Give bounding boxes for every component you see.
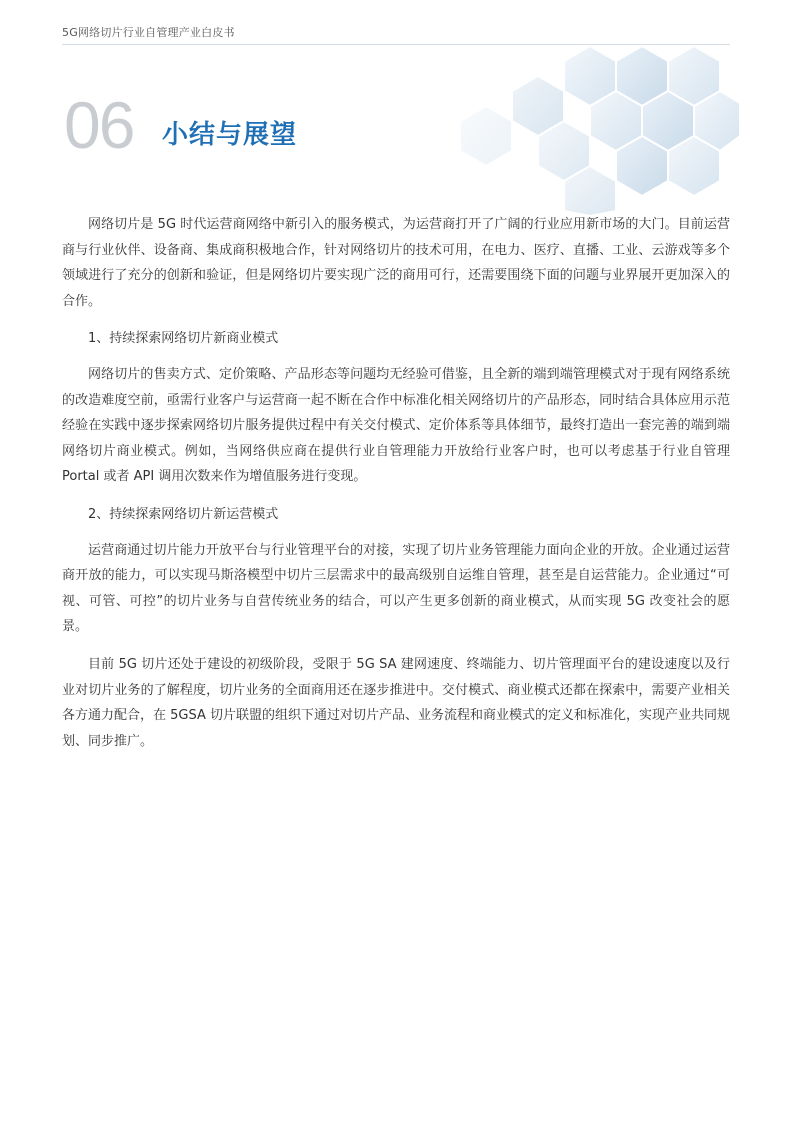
chapter-number: 06 <box>64 88 134 162</box>
section-1-heading: 1、持续探索网络切片新商业模式 <box>88 331 279 347</box>
section-1-paragraph: 网络切片的售卖方式、定价策略、产品形态等问题均无经验可借鉴，且全新的端到端管理模式对于现有网络系统的改造难度空前，亟需行业客户与运营商一起不断在合作中标准化相关网络切片的产品形态，同时结合具体应用示范经验在实践中逐步探索网络切片服务提供过程中有关交付模式、定价体系等具体细节，最终打造出一套完善的端到端网络切片商业模式。例如，当网络供应商在提供行业自管理能力开放给行业客户时，也可以考虑基于行业自管理 Portal 或者 API 调用次数来作为增值服务进行变现。 <box>62 366 730 485</box>
body-text <box>62 212 730 766</box>
header-divider <box>62 44 730 45</box>
hexagon-pattern-icon <box>440 46 740 216</box>
chapter-title: 小结与展望 <box>162 120 298 150</box>
section-2-paragraph: 运营商通过切片能力开放平台与行业管理平台的对接，实现了切片业务管理能力面向企业的开放。企业通过运营商开放的能力，可以实现马斯洛模型中切片三层需求中的最高级别自运维自管理，甚至是自运营能力。企业通过“可视、可管、可控”的切片业务与自营传统业务的结合，可以产生更多创新的商业模式，从而实现 5G 改变社会的愿景。 <box>62 542 730 635</box>
running-header-title: 5G网络切片行业自管理产业白皮书 <box>62 26 235 39</box>
closing-paragraph: 目前 5G 切片还处于建设的初级阶段，受限于 5G SA 建网速度、终端能力、切片管理面平台的建设速度以及行业对切片业务的了解程度，切片业务的全面商用还在逐步推进中。交付模式、商业模式还都在探索中，需要产业相关各方通力配合，在 5GSA 切片联盟的组织下通过对切片产品、业务流程和商业模式的定义和标准化，实现产业共同规划、同步推广。 <box>62 656 730 749</box>
section-2-heading: 2、持续探索网络切片新运营模式 <box>88 506 279 522</box>
intro-paragraph: 网络切片是 5G 时代运营商网络中新引入的服务模式，为运营商打开了广阔的行业应用新市场的大门。目前运营商与行业伙伴、设备商、集成商积极地合作，针对网络切片的技术可用，在电力、医疗、直播、工业、云游戏等多个领域进行了充分的创新和验证，但是网络切片要实现广泛的商用可行，还需要围绕下面的问题与业界展开更加深入的合作。 <box>62 217 730 309</box>
